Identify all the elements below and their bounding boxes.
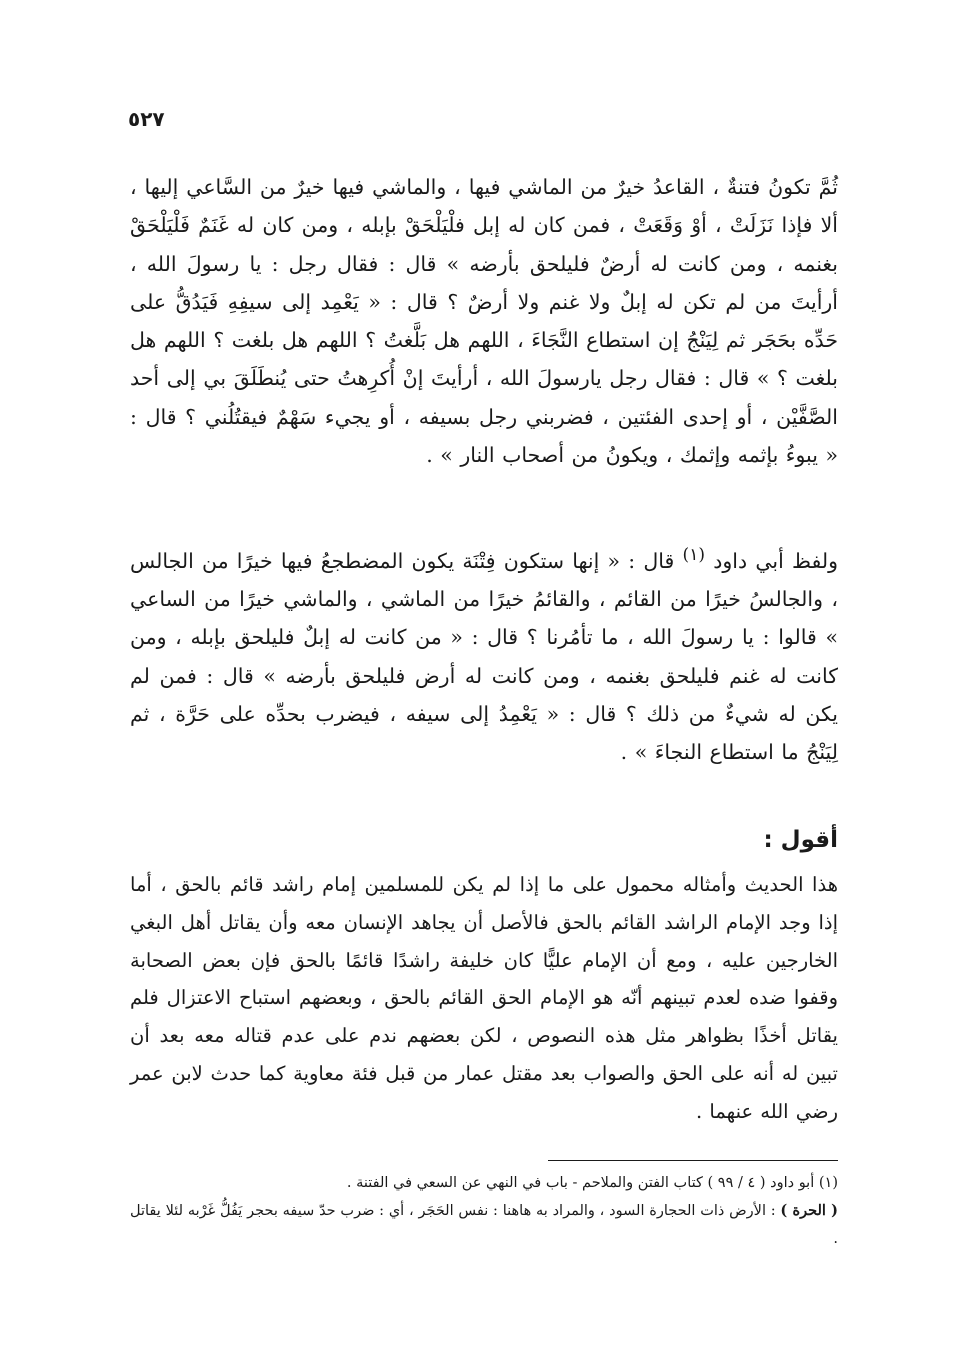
footnote-definition: : الأرض ذات الحجارة السود ، والمراد به هاهنا : نفس الحَجَر ، أي : ضرب حدّ سيفه بحجر يَفُلُّ غَرْبه لئلا يقاتل . xyxy=(130,1203,838,1247)
paragraph-text: قال : « إنها ستكون فِتْنَة يكون المضطجعُ فيها خيرًا من الجالس ، والجالسُ خيرًا من القائم ، والقائمُ خيرًا من الماشي ، والماشي خيرًا من الساعي » قالوا : يا رسولَ الله ، ما تأمُرنا ؟ قال : « من كانت له إبلٌ فليلحق بإبله ، ومن كانت له غنم فليلحق بغنمه ، ومن كانت له أرض فليلحق بأرضه » قال : فمن لم يكن له شيءٌ من ذلك ؟ قال : « يَعْمِدُ إلى سيفه ، فيضرب بحدِّه على حَرَّة ، ثم لِيَنْجُ ما استطاع النجاءَ » . xyxy=(130,548,838,765)
commentary-paragraph: هذا الحديث وأمثاله محمول على ما إذا لم يكن للمسلمين إمام راشد قائم بالحق ، أما إذا وجد الإمام الراشد القائم بالحق فالأصل أن يجاهد الإنسان معه وأن يقاتل أهل البغي الخارجين عليه ، ومع أن الإمام عليًّا كان خليفة راشدًا قائمًا بالحق فإن بعض الصحابة وقفوا ضده لعدم تبينهم أنّه هو الإمام الحق القائم بالحق ، وبعضهم استباح الاعتزال فلم يقاتل أخذًا بظواهر مثل هذه النصوص ، لكن بعضهم ندم على عدم قتاله معه بعد أن تبين له أنه على الحق والصواب بعد مقتل عمار من قبل فئة معاوية كما حدث لابن عمر رضي الله عنهما . xyxy=(130,873,838,1123)
section-heading: أقول : xyxy=(763,827,838,853)
hadith-paragraph: ثُمَّ تكونُ فتنةٌ ، القاعدُ خيرٌ من الماشي فيها ، والماشي فيها خيرٌ من السَّاعي إليها ، ألا فإذا نَزَلَتْ ، أوْ وَقَعَتْ ، فمن كان له إبل فلْيَلْحَقْ بإبله ، ومن كان له غَنَمٌ فَلْيَلْحَقْ بغنمه ، ومن كانت له أرضٌ فليلحق بأرضه » قال : فقال رجل : يا رسولَ الله ، أرأيتَ من لم تكن له إبلٌ ولا غنم ولا أرضٌ ؟ قال : « يَعْمِد إلى سيفِهِ فَيَدُقُّ على حَدِّه بحَجَر ثم لِيَنْجُ إن استطاع النَّجَاءَ ، اللهم هل بَلَّغتُ ؟ اللهم هل بلغت ؟ اللهم هل بلغت ؟ » قال : فقال رجل يارسولَ الله ، أرأيتَ إنْ أُكرِهتُ حتى يُنطَلَقَ بي إلى أحد الصَّفَّيْن ، أو إحدى الفئتين ، فضربني رجل بسيفه ، أو يجيء سَهْمٌ فيقتُلُني ؟ قال : « يبوءُ بإثمه وإثمك ، ويكونُ من أصحاب النار » . xyxy=(130,175,838,468)
footnote-2 xyxy=(130,1197,838,1253)
footnote-1: (١) أبو داود ( ٤ / ٩٩ ) كتاب الفتن والملاحم - باب في النهي عن السعي في الفتنة . xyxy=(346,1175,838,1191)
paragraph-lead: ولفظ أبي داود xyxy=(705,548,838,573)
footnote-term: ( الحرة ) xyxy=(780,1202,838,1219)
footnotes xyxy=(130,1169,838,1253)
footnote-divider xyxy=(548,1160,838,1161)
page-number: ٥٢٧ xyxy=(128,107,165,131)
footnote-reference: (١) xyxy=(682,545,706,565)
abu-dawud-paragraph xyxy=(130,536,838,772)
